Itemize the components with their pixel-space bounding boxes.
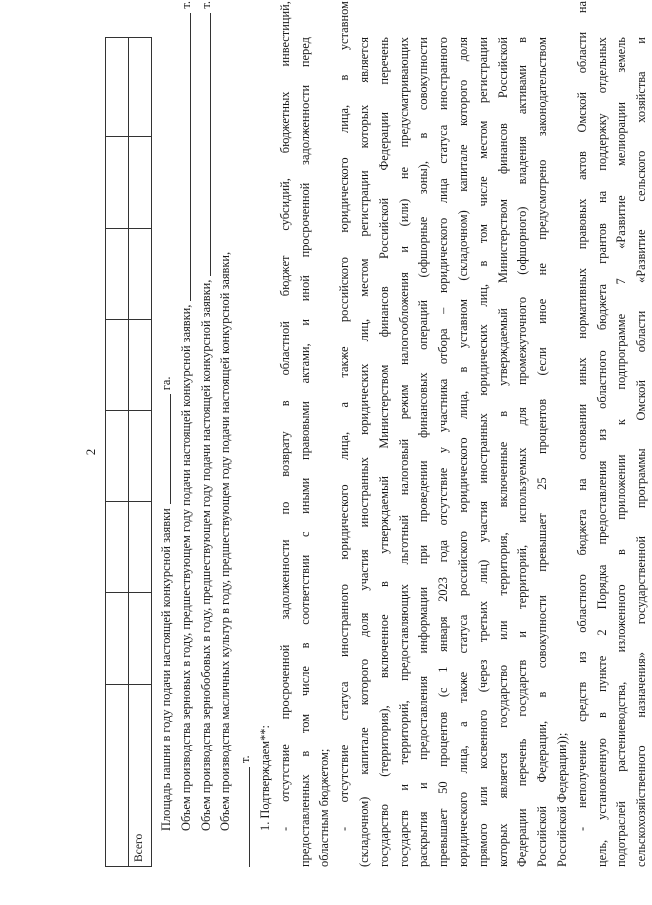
table-cell xyxy=(106,593,129,684)
table-cell xyxy=(106,411,129,502)
paragraph-line: сельскохозяйственного назначения» государственной программы Омской области «Развитие сельского хозяйства и xyxy=(634,37,649,867)
paragraph-line: государство (территория), включенное в утверждаемый Министерством финансов Российской Федерации перечень xyxy=(376,37,391,867)
table-cell xyxy=(129,319,152,410)
confirm-heading: 1. Подтверждаем**: xyxy=(257,725,272,831)
field-label: Объем производства масличных культур в году, предшествующем году подачи настоящей конкурсной заявки, xyxy=(218,251,233,831)
table-cell xyxy=(129,228,152,319)
blank-line xyxy=(236,767,250,867)
rotated-page xyxy=(65,1,649,867)
paragraph-line: областным бюджетом; xyxy=(317,748,332,867)
paragraph-line: (складочном) капитале которого доля участия иностранных юридических лиц, местом регистрации которых является xyxy=(356,37,371,867)
paragraph-line: подотраслей растениеводства, изложенного в приложении к подпрограмме 7 «Развитие мелиорации земель xyxy=(614,37,629,867)
field-label: Объем производства зернобобовых в году, предшествующем году подачи настоящей конкурсной заявки, xyxy=(198,279,213,831)
paragraph-line: - отсутствие просроченной задолженности по возврату в областной бюджет субсидий, бюджетных инвестиций, xyxy=(277,1,292,831)
table-cell xyxy=(106,137,129,228)
paragraph-line: Российской Федерации, в совокупности превышает 25 процентов (если иное не предусмотрено законодательством xyxy=(535,37,550,867)
table-row xyxy=(106,38,129,867)
field-oilseed-volume xyxy=(216,1,236,867)
table-row xyxy=(129,38,152,867)
table-body xyxy=(106,38,152,867)
page-number: 2 xyxy=(83,448,98,456)
paragraph-line: Федерации перечень государств и территорий, используемых для промежуточного (офшорного) владения активами в xyxy=(515,37,530,867)
paragraph-line: превышает 50 процентов (с 1 января 2023 года отсутствие у участника отбора – юридического лица статуса иностранного xyxy=(436,37,451,867)
document-body xyxy=(157,1,652,867)
table-cell xyxy=(129,593,152,684)
field-unit: т. xyxy=(178,1,193,9)
paragraph-line: предоставленных в том числе в соответствии с иными правовыми актами, и иной просроченной задолженности перед xyxy=(297,37,312,867)
field-unit: га. xyxy=(159,376,173,391)
table-cell xyxy=(106,502,129,593)
paragraph-line: прямого или косвенного (через третьих лиц) участия иностранных юридических лиц, в том числе местом регистрации xyxy=(475,37,490,867)
blank-line xyxy=(197,13,211,276)
blank-line xyxy=(157,394,171,504)
table-cell xyxy=(129,137,152,228)
table-cell xyxy=(106,684,129,866)
field-unit: т. xyxy=(198,1,213,9)
field-label: Объем производства зерновых в году, предшествующем году подачи настоящей конкурсной заявки, xyxy=(178,304,193,831)
field-unit: т. xyxy=(238,755,253,763)
field-grain-volume xyxy=(177,1,197,867)
confirm-paragraphs xyxy=(276,1,652,867)
paragraph-line: государств и территорий, предоставляющих льготный налоговый режим налогообложения и (или) не предусматривающих xyxy=(396,37,411,867)
paragraph-line: Российской Федерации)); xyxy=(554,732,569,867)
paragraph-line: юридического лица, а также статуса российского юридического лица, в уставном (складочном) капитале которого доля xyxy=(455,37,470,867)
paragraph-line: раскрытия и предоставления информации при проведении финансовых операций (офшорные зоны), в совокупности xyxy=(416,37,431,867)
table-cell: Всего xyxy=(129,684,152,866)
table-cell xyxy=(106,228,129,319)
paragraph-line: цель, установленную в пункте 2 Порядка предоставления из областного бюджета грантов на поддержку отдельных xyxy=(594,37,609,867)
field-legume-volume xyxy=(197,1,217,867)
paragraph-line: - отсутствие статуса иностранного юридического лица, а также российского юридического лица, в уставном xyxy=(337,1,352,831)
table-cell xyxy=(106,38,129,138)
blank-line xyxy=(177,13,191,301)
table-cell xyxy=(129,411,152,502)
field-label: Площадь пашни в году подачи настоящей конкурсной заявки xyxy=(159,508,173,831)
data-table xyxy=(105,37,152,867)
table-cell xyxy=(106,319,129,410)
paragraph-line: которых является государство или территория, включенные в утверждаемый Министерством финансов Российской xyxy=(495,37,510,867)
table-cell xyxy=(129,502,152,593)
field-arable-area xyxy=(157,1,177,867)
field-oilseed-volume-cont xyxy=(236,37,256,867)
table-cell xyxy=(129,38,152,138)
paragraph-line: - неполучение средств из областного бюджета на основании иных нормативных правовых актов Омской области на xyxy=(574,1,589,831)
